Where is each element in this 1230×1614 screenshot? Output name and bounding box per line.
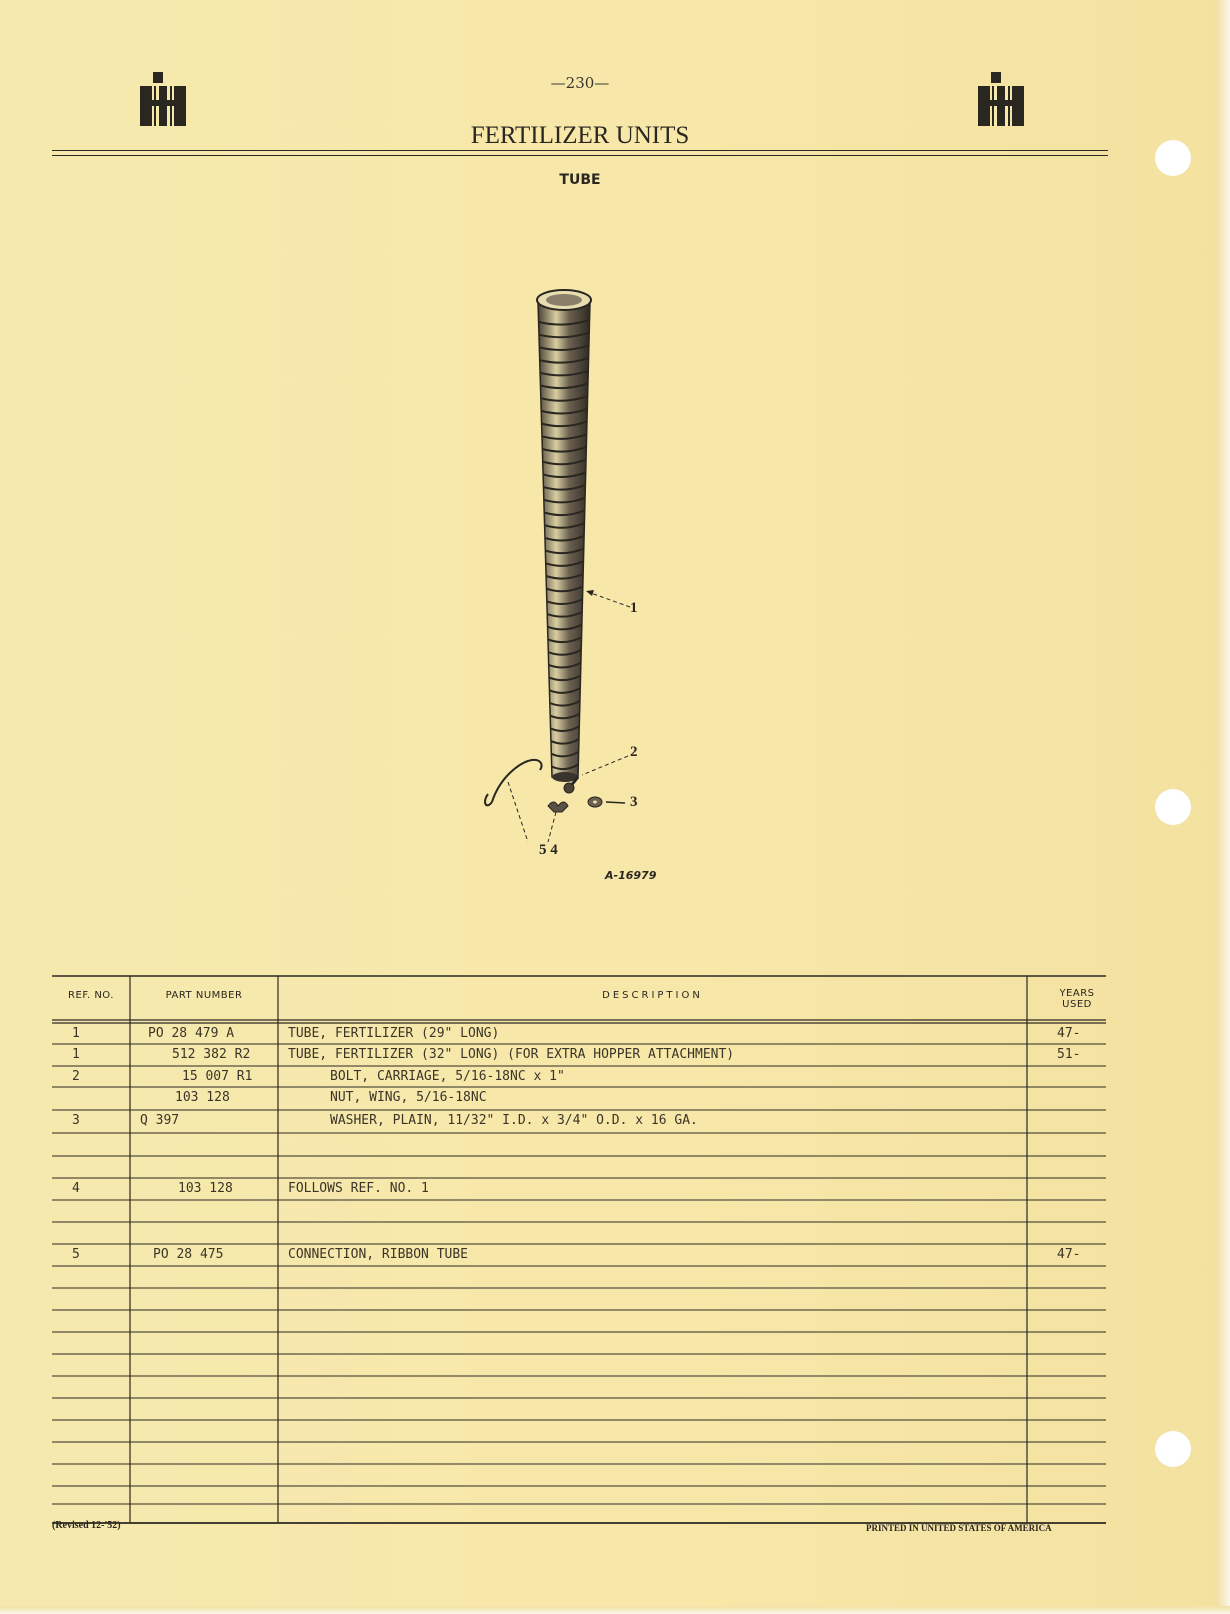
figure-number: A-16979 [605, 869, 657, 882]
row-ref-no: 2 [72, 1069, 80, 1084]
row-part-number: PO 28 479 A [148, 1026, 235, 1041]
row-ref-no: 3 [72, 1113, 80, 1128]
printed-notice: PRINTED IN UNITED STATES OF AMERICA [866, 1523, 1052, 1533]
revised-date: (Revised 12-'52) [52, 1520, 121, 1531]
header-ref-no: REF. NO. [68, 990, 114, 1001]
row-description: WASHER, PLAIN, 11/32" I.D. x 3/4" O.D. x 16 GA. [330, 1113, 698, 1128]
header-description: DESCRIPTION [602, 990, 703, 1001]
header-part-number: PART NUMBER [165, 990, 243, 1001]
row-ref-no: 1 [72, 1047, 80, 1062]
row-description: TUBE, FERTILIZER (32" LONG) (FOR EXTRA HOPPER ATTACHMENT) [288, 1047, 735, 1062]
row-part-number: Q 397 [140, 1113, 180, 1128]
row-ref-no: 1 [72, 1026, 80, 1041]
row-ref-no: 4 [72, 1181, 80, 1196]
row-description: FOLLOWS REF. NO. 1 [288, 1181, 429, 1196]
callout-5-4: 5 4 [539, 842, 558, 858]
row-description: TUBE, FERTILIZER (29" LONG) [288, 1026, 500, 1041]
row-part-number: 103 128 [178, 1181, 233, 1196]
row-part-number: 512 382 R2 [172, 1047, 251, 1062]
years-used-label: YEARS USED [1059, 988, 1095, 1010]
page-number: —230— [550, 74, 610, 92]
row-ref-no: 5 [72, 1247, 80, 1262]
row-description: NUT, WING, 5/16-18NC [330, 1090, 487, 1105]
callout-3: 3 [630, 794, 638, 810]
row-description: BOLT, CARRIAGE, 5/16-18NC x 1" [330, 1069, 565, 1084]
page-title: FERTILIZER UNITS [470, 122, 690, 149]
row-years-used: 47- [1057, 1247, 1081, 1262]
callout-1: 1 [630, 600, 638, 616]
row-part-number: PO 28 475 [153, 1247, 224, 1262]
row-years-used: 51- [1057, 1047, 1081, 1062]
row-years-used: 47- [1057, 1026, 1081, 1041]
row-part-number: 103 128 [175, 1090, 230, 1105]
row-description: CONNECTION, RIBBON TUBE [288, 1247, 469, 1262]
section-subtitle: TUBE [559, 172, 601, 188]
row-part-number: 15 007 R1 [182, 1069, 253, 1084]
callout-2: 2 [630, 744, 638, 760]
header-years-used [1027, 988, 1127, 1010]
